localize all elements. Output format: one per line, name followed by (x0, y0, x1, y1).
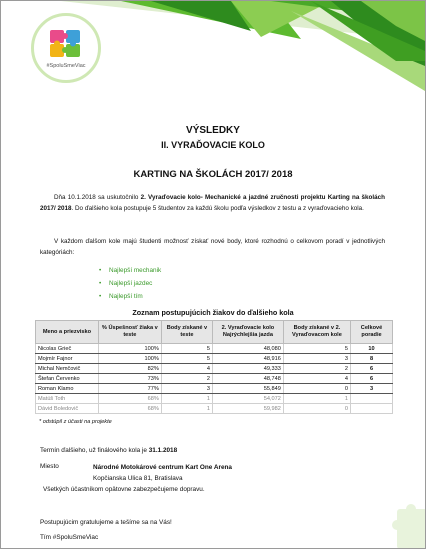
header-cell: Meno a priezvisko (36, 321, 99, 344)
table-cell (351, 404, 393, 414)
table-cell: 100% (98, 344, 161, 354)
table-cell: 73% (98, 374, 161, 384)
table-cell: 0 (283, 404, 350, 414)
table-cell: 2 (161, 374, 212, 384)
spolusmeviac-logo (31, 13, 101, 83)
table-cell: Matúš Toth (36, 394, 99, 404)
table-cell: 55,849 (213, 384, 284, 394)
intro-text-a: Dňa 10.1.2018 sa uskutočnilo (54, 194, 141, 201)
place-address: Kopčianska Ulica 81, Bratislava (93, 474, 183, 482)
table-cell: 5 (161, 344, 212, 354)
transport-text: Všetkých účastníkom opätovne zabezpečujeme dopravu. (43, 486, 205, 493)
table-cell: 82% (98, 364, 161, 374)
table-cell: 59,982 (213, 404, 284, 414)
table-cell: 6 (351, 364, 393, 374)
table-row (36, 404, 393, 414)
header-cell: Body získané v teste (161, 321, 212, 344)
table-cell: 49,333 (213, 364, 284, 374)
table-row (36, 374, 393, 384)
table-cell: Michal Nemčovič (36, 364, 99, 374)
table-cell: 77% (98, 384, 161, 394)
signature: Tím #SpoluSmeViac (40, 534, 99, 541)
category-list (109, 264, 161, 303)
table-cell: 48,080 (213, 344, 284, 354)
table-cell: 100% (98, 354, 161, 364)
list-item: • Najlepší jazdec (109, 277, 161, 290)
table-cell: Štefan Červenko (36, 374, 99, 384)
header-cell: Body získané v 2. Vyraďovacom kole (283, 321, 350, 344)
table-cell: 5 (283, 344, 350, 354)
congratulations: Postupujúcim gratulujeme a tešíme sa na Vás! (40, 519, 172, 526)
categories-intro (40, 237, 385, 258)
table-cell: 2 (283, 364, 350, 374)
event-title: KARTING NA ŠKOLÁCH 2017/ 2018 (133, 169, 293, 180)
table-footnote: * odstúpil z účasti na projekte (39, 419, 112, 425)
table-row (36, 354, 393, 364)
transport-note (40, 486, 205, 493)
table-cell: 3 (161, 384, 212, 394)
table-cell: 54,072 (213, 394, 284, 404)
table-cell: 3 (351, 384, 393, 394)
place-label: Miesto (40, 463, 59, 470)
header-cell: Celkové poradie (351, 321, 393, 344)
list-item: • Najlepší tím (109, 290, 161, 303)
logo-text: #SpoluSmeViac (46, 63, 86, 69)
final-round-date (40, 447, 177, 454)
table-cell: 4 (283, 374, 350, 384)
intro-paragraph (40, 193, 385, 214)
table-cell: 68% (98, 404, 161, 414)
header-cell: % Úspešnosť žiaka v teste (98, 321, 161, 344)
table-cell: 10 (351, 344, 393, 354)
table-cell: 1 (283, 394, 350, 404)
table-cell: 68% (98, 394, 161, 404)
table-row (36, 384, 393, 394)
table-header-row (36, 321, 393, 344)
results-table (35, 320, 393, 414)
table-cell: 4 (161, 364, 212, 374)
table-cell: 3 (283, 354, 350, 364)
table-cell: 5 (161, 354, 212, 364)
table-cell: 1 (161, 394, 212, 404)
place-name: Národné Motokárové centrum Kart One Arena (93, 464, 232, 471)
table-cell: 0 (283, 384, 350, 394)
intro-text-bold: 2. Vyraďovacie kolo- Mechanické a jazdné zručnosti projektu Karting na školách 2017/ 2018 (40, 194, 385, 212)
term-date: 31.1.2018 (148, 447, 178, 454)
term-text: Termín ďalšieho, už finálového kola je (40, 447, 149, 454)
table-cell (351, 394, 393, 404)
place-block (93, 463, 232, 484)
table-cell: 8 (351, 354, 393, 364)
header-cell: 2. Vyraďovacie kolo Najrýchlejšia jazda (213, 321, 284, 344)
table-row (36, 394, 393, 404)
categories-intro-text: V každom ďalšom kole majú študenti možnosť získať nové body, ktoré rozhodnú o celkovom poradí v jednotlivých kategóriách: (40, 238, 385, 256)
page-title: VÝSLEDKY (186, 125, 240, 136)
table-cell: Mojmír Fajnor (36, 354, 99, 364)
page-subtitle: II. VYRAĎOVACIE KOLO (161, 140, 265, 150)
table-cell: Roman Klamo (36, 384, 99, 394)
puzzle-watermark-icon (389, 501, 425, 548)
puzzle-icon (48, 28, 84, 60)
table-cell: 6 (351, 374, 393, 384)
intro-text-c: . Do ďalšieho kola postupuje 5 študentov za každú školu podľa výsledkov z testu a z vyraďovacieho kola. (71, 204, 364, 212)
table-cell: 48,748 (213, 374, 284, 384)
table-caption: Zoznam postupujúcich žiakov do ďalšieho kola (132, 308, 294, 317)
table-cell: 48,916 (213, 354, 284, 364)
list-item: • Najlepší mechanik (109, 264, 161, 277)
table-cell: Dávid Boledovič (36, 404, 99, 414)
table-row (36, 364, 393, 374)
table-cell: Nicolas Grieč (36, 344, 99, 354)
table-row (36, 344, 393, 354)
table-cell: 1 (161, 404, 212, 414)
